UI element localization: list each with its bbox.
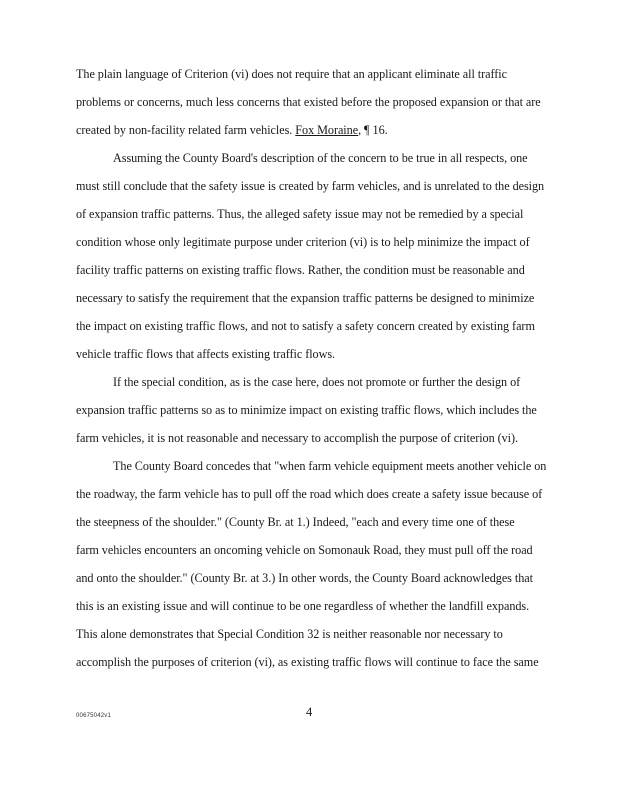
body-text: , ¶ 16. xyxy=(358,123,388,137)
body-line: farm vehicles encounters an oncoming vehicle on Somonauk Road, they must pull off the road xyxy=(76,543,533,557)
body-line: accomplish the purposes of criterion (vi), as existing traffic flows will continue to face the same xyxy=(76,655,539,669)
paragraph-start: If the special condition, as is the case here, does not promote or further the design of xyxy=(113,375,521,389)
paragraph-start: The County Board concedes that "when farm vehicle equipment meets another vehicle on xyxy=(113,459,547,473)
body-line: this is an existing issue and will continue to be one regardless of whether the landfill expands. xyxy=(76,599,530,613)
body-line: farm vehicles, it is not reasonable and necessary to accomplish the purpose of criterion (vi). xyxy=(76,431,519,445)
body-line: condition whose only legitimate purpose under criterion (vi) is to help minimize the impact of xyxy=(76,235,530,249)
body-line: the roadway, the farm vehicle has to pull off the road which does create a safety issue because of xyxy=(76,487,543,501)
body-line: necessary to satisfy the requirement that the expansion traffic patterns be designed to minimize xyxy=(76,291,535,305)
body-line: the impact on existing traffic flows, and not to satisfy a safety concern created by existing farm xyxy=(76,319,535,333)
body-line: must still conclude that the safety issue is created by farm vehicles, and is unrelated to the design xyxy=(76,179,545,193)
body-line: vehicle traffic flows that affects existing traffic flows. xyxy=(76,347,336,361)
body-line: expansion traffic patterns so as to minimize impact on existing traffic flows, which includes the xyxy=(76,403,537,417)
paragraph-start: Assuming the County Board's description of the concern to be true in all respects, one xyxy=(113,151,528,165)
body-line: and onto the shoulder." (County Br. at 3.) In other words, the County Board acknowledges that xyxy=(76,571,533,585)
body-line-citation xyxy=(76,123,388,137)
body-line: This alone demonstrates that Special Condition 32 is neither reasonable nor necessary to xyxy=(76,627,503,641)
case-citation: Fox Moraine xyxy=(295,123,359,137)
body-text: created by non-facility related farm vehicles. xyxy=(76,123,296,137)
document-id: 00675042v1 xyxy=(76,713,112,719)
body-line: the steepness of the shoulder." (County Br. at 1.) Indeed, "each and every time one of these xyxy=(76,515,515,529)
body-line: The plain language of Criterion (vi) does not require that an applicant eliminate all traffic xyxy=(76,67,508,81)
body-line: facility traffic patterns on existing traffic flows. Rather, the condition must be reasonable and xyxy=(76,263,525,277)
page-number: 4 xyxy=(306,705,313,719)
body-line: of expansion traffic patterns. Thus, the alleged safety issue may not be remedied by a special xyxy=(76,207,524,221)
body-line: problems or concerns, much less concerns that existed before the proposed expansion or that are xyxy=(76,95,541,109)
